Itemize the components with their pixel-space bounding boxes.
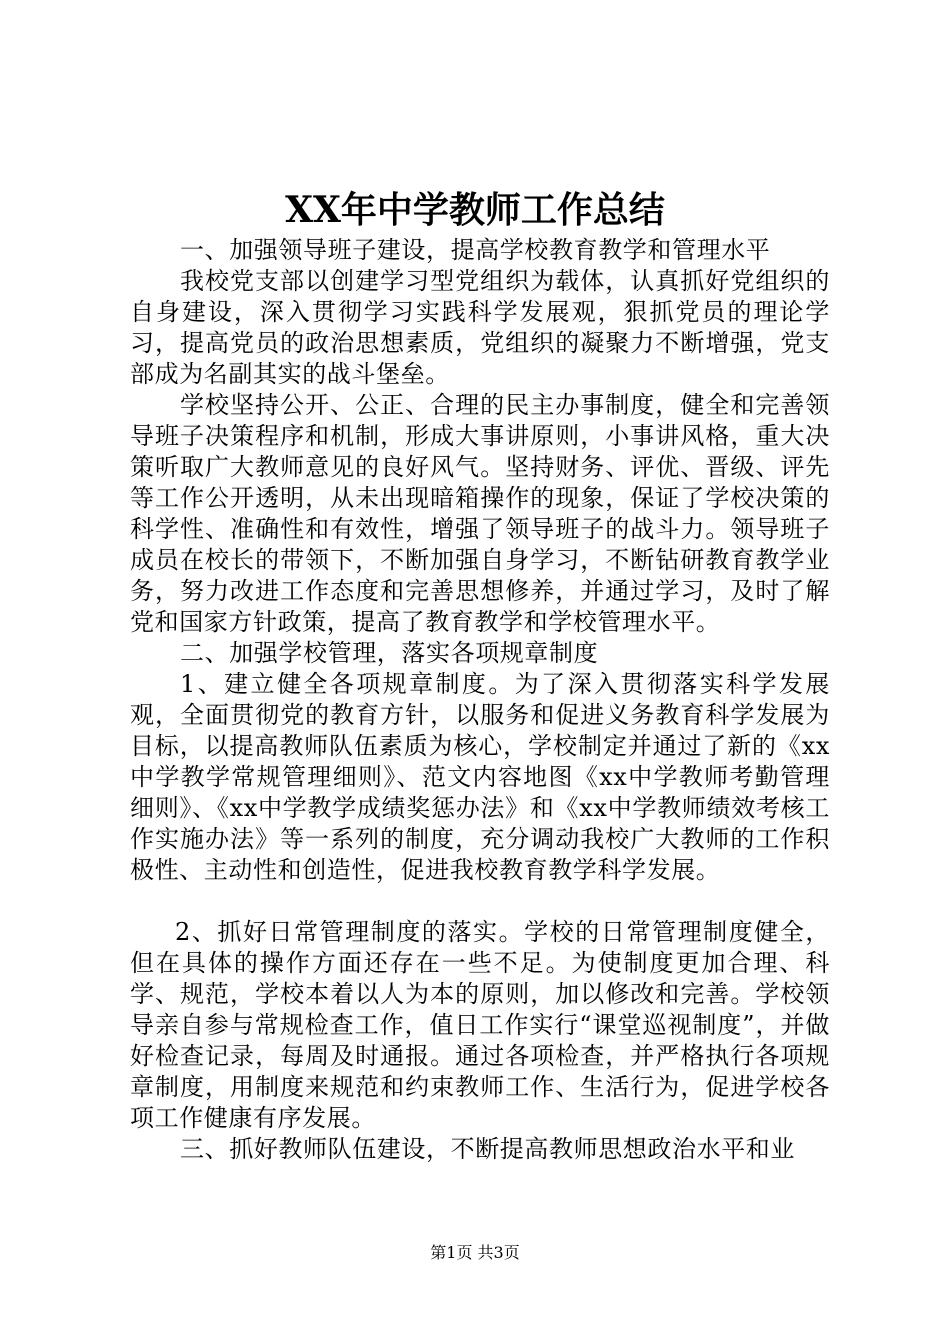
paragraph: 我校党支部以创建学习型党组织为载体，认真抓好党组织的自身建设，深入贯彻学习实践科学发展观，狠抓党员的理论学习，提高党员的政治思想素质，党组织的凝聚力不断增强，党支部成为名副其实的战斗堡垒。: [130, 267, 830, 388]
page-title: XX年中学教师工作总结: [285, 189, 665, 231]
document-body: [130, 235, 830, 1165]
paragraph: 1、建立健全各项规章制度。为了深入贯彻落实科学发展观，全面贯彻党的教育方针，以服务和促进义务教育科学发展为目标，以提高教师队伍素质为核心，学校制定并通过了新的《xx中学教学常规管理细则》、范文内容地图《xx中学教师考勤管理细则》、《xx中学教学成绩奖惩办法》和《xx中学教师绩效考核工作实施办法》等一系列的制度，充分调动我校广大教师的工作积极性、主动性和创造性，促进我校教育教学科学发展。: [130, 670, 830, 884]
section-heading-1: 一、加强领导班子建设，提高学校教育教学和管理水平: [180, 236, 771, 264]
section-heading-3: 三、抓好教师队伍建设，不断提高教师思想政治水平和业: [180, 1135, 795, 1163]
page-footer: 第1页 共3页: [430, 1243, 520, 1262]
paragraph: 2、抓好日常管理制度的落实。学校的日常管理制度健全，但在具体的操作方面还存在一些不足。为使制度更加合理、科学、规范，学校本着以人为本的原则，加以修改和完善。学校领导亲自参与常规检查工作，值日工作实行“课堂巡视制度”，并做好检查记录，每周及时通报。通过各项检查，并严格执行各项规章制度，用制度来规范和约束教师工作、生活行为，促进学校各项工作健康有序发展。: [130, 918, 830, 1132]
paragraph: 学校坚持公开、公正、合理的民主办事制度，健全和完善领导班子决策程序和机制，形成大事讲原则，小事讲风格，重大决策听取广大教师意见的良好风气。坚持财务、评优、晋级、评先等工作公开透明，从未出现暗箱操作的现象，保证了学校决策的科学性、准确性和有效性，增强了领导班子的战斗力。领导班子成员在校长的带领下，不断加强自身学习，不断钻研教育教学业务，努力改进工作态度和完善思想修养，并通过学习，及时了解党和国家方针政策，提高了教育教学和学校管理水平。: [130, 391, 830, 636]
section-heading-2: 二、加强学校管理，落实各项规章制度: [180, 639, 599, 667]
